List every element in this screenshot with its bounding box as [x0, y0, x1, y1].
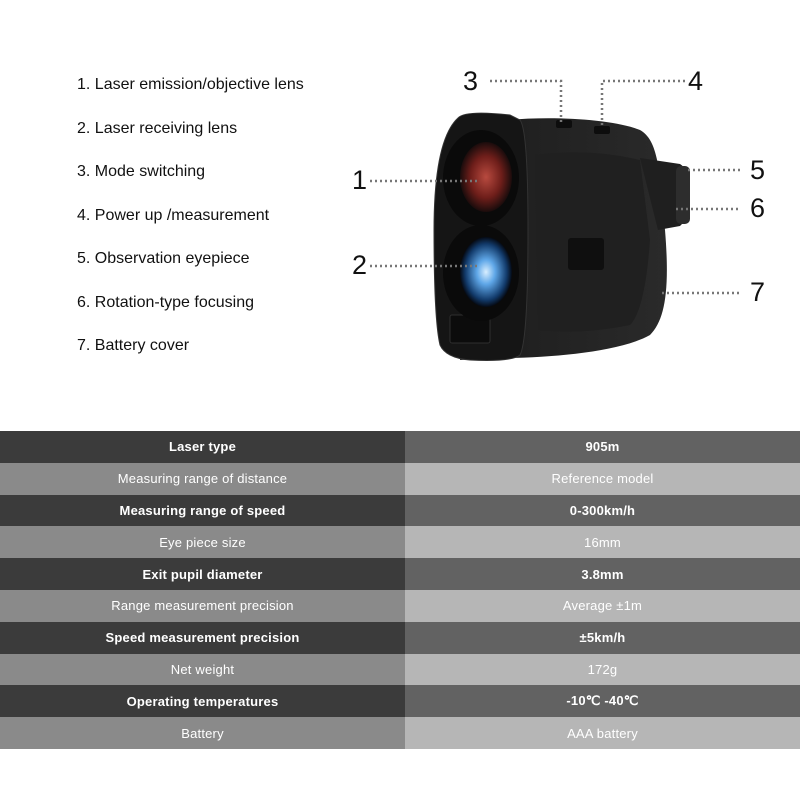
legend-item: 7. Battery cover: [77, 337, 190, 354]
table-row: [0, 717, 800, 749]
spec-value: 3.8mm: [405, 558, 800, 590]
callout-1: 1: [352, 165, 368, 195]
spec-label: Net weight: [0, 654, 405, 686]
spec-value: 905m: [405, 431, 800, 463]
laser-receiving-lens: [460, 237, 512, 307]
spec-value: ±5km/h: [405, 622, 800, 654]
legend-item: 3. Mode switching: [77, 163, 206, 180]
spec-label: Measuring range of speed: [0, 495, 405, 527]
table-row: [0, 654, 800, 686]
callout-4: 4: [688, 66, 704, 96]
laser-emission-lens: [460, 142, 512, 212]
spec-label: Range measurement precision: [0, 590, 405, 622]
spec-value: 0-300km/h: [405, 495, 800, 527]
table-row: [0, 590, 800, 622]
callout-6: 6: [750, 193, 766, 223]
table-row: [0, 685, 800, 717]
table-row: [0, 526, 800, 558]
spec-label: Laser type: [0, 431, 405, 463]
spec-value: 16mm: [405, 526, 800, 558]
legend-item: 5. Observation eyepiece: [77, 250, 250, 267]
spec-value: AAA battery: [405, 717, 800, 749]
spec-value: Average ±1m: [405, 590, 800, 622]
table-row: [0, 622, 800, 654]
spec-label: Operating temperatures: [0, 685, 405, 717]
spec-value: -10℃ -40℃: [405, 685, 800, 717]
spec-label: Speed measurement precision: [0, 622, 405, 654]
callout-2: 2: [352, 250, 368, 280]
callout-7: 7: [750, 277, 766, 307]
table-row: [0, 495, 800, 527]
spec-label: Exit pupil diameter: [0, 558, 405, 590]
table-row: [0, 431, 800, 463]
spec-label: Eye piece size: [0, 526, 405, 558]
rangefinder-illustration: [340, 60, 780, 380]
spec-table: [0, 431, 800, 749]
legend-item: 4. Power up /measurement: [77, 206, 270, 224]
legend-item: 2. Laser receiving lens: [77, 119, 238, 137]
rangefinder-body: [434, 113, 690, 360]
parts-legend: [77, 73, 304, 378]
spec-value: 172g: [405, 654, 800, 686]
callout-5: 5: [750, 155, 766, 185]
spec-label: Battery: [0, 717, 405, 749]
table-row: [0, 558, 800, 590]
spec-value: Reference model: [405, 463, 800, 495]
spec-label: Measuring range of distance: [0, 463, 405, 495]
legend-item: 1. Laser emission/objective lens: [77, 76, 304, 93]
callout-3: 3: [463, 66, 479, 96]
legend-item: 6. Rotation-type focusing: [77, 293, 254, 311]
table-row: [0, 463, 800, 495]
